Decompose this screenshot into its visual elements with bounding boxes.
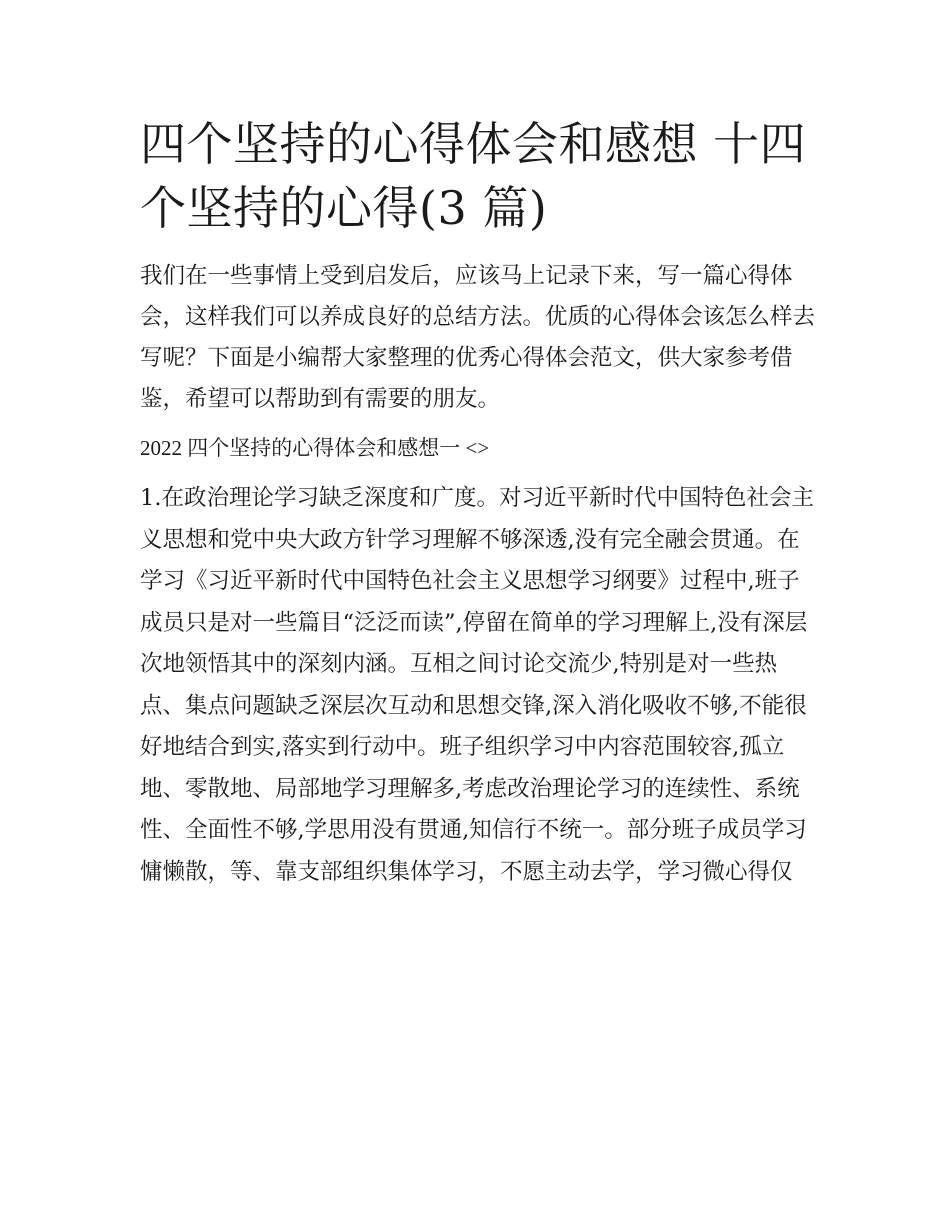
section-heading: 2022 四个坚持的心得体会和感想一 <>: [140, 436, 490, 460]
body-paragraph: 1.在政治理论学习缺乏深度和广度。对习近平新时代中国特色社会主义思想和党中央大政方针学习理解不够深透,没有完全融会贯通。在学习《习近平新时代中国特色社会主义思想学习纲要》过程中,班子成员只是对一些篇目“泛泛而读”,停留在简单的学习理解上,没有深层次地领悟其中的深刻内涵。互相之间讨论交流少,特别是对一些热点、集点问题缺乏深层次互动和思想交锋,深入消化吸收不够,不能很好地结合到实,落实到行动中。班子组织学习中内容范围较容,孤立地、零散地、局部地学习理解多,考虑改治理论学习的连续性、系统性、全面性不够,学思用没有贯通,知信行不统一。部分班子成员学习慵懒散，等、靠支部组织集体学习，不愿主动去学，学习微心得仅: [140, 485, 814, 885]
document-title: 四个坚持的心得体会和感想 十四个坚持的心得(3 篇): [140, 117, 807, 235]
intro-paragraph: 我们在一些事情上受到启发后，应该马上记录下来，写一篇心得体会，这样我们可以养成良好的总结方法。优质的心得体会该怎么样去写呢？下面是小编帮大家整理的优秀心得体会范文，供大家参考借鉴，希望可以帮助到有需要的朋友。: [140, 263, 816, 412]
